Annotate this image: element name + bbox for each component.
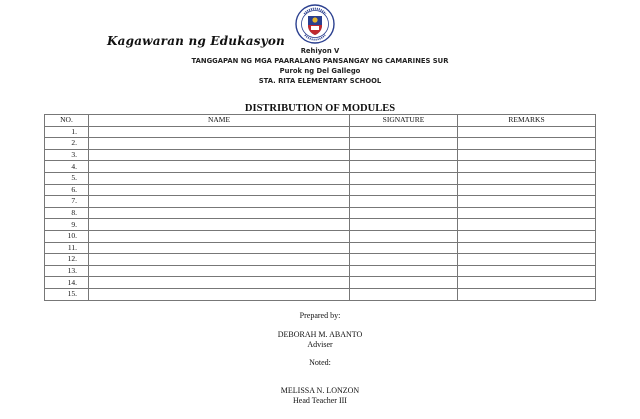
name-cell: [89, 277, 350, 289]
head-teacher-role: Head Teacher III: [293, 396, 347, 405]
remarks-cell: [458, 288, 596, 300]
signature-cell: [350, 149, 458, 161]
signature-cell: [350, 138, 458, 150]
table-row: [45, 184, 596, 196]
table-row: [45, 265, 596, 277]
row-number: 3.: [45, 149, 89, 161]
remarks-cell: [458, 265, 596, 277]
remarks-cell: [458, 242, 596, 254]
signature-cell: [350, 196, 458, 208]
remarks-cell: [458, 126, 596, 138]
remarks-cell: [458, 138, 596, 150]
row-number: 14.: [45, 277, 89, 289]
table-row: [45, 161, 596, 173]
column-header-no: NO.: [45, 115, 89, 127]
noted-label: Noted:: [309, 358, 331, 367]
adviser-role: Adviser: [307, 340, 333, 349]
row-number: 7.: [45, 196, 89, 208]
prepared-by-label: Prepared by:: [299, 311, 341, 320]
table-row: [45, 126, 596, 138]
deped-seal-icon: [295, 4, 335, 44]
remarks-cell: [458, 184, 596, 196]
row-number: 11.: [45, 242, 89, 254]
column-header-signature: SIGNATURE: [350, 115, 458, 127]
remarks-cell: [458, 230, 596, 242]
district-line: Purok ng Del Gallego: [279, 67, 361, 75]
table-row: [45, 254, 596, 266]
document-title: DISTRIBUTION OF MODULES: [244, 103, 396, 114]
signature-cell: [350, 161, 458, 173]
remarks-cell: [458, 161, 596, 173]
row-number: 13.: [45, 265, 89, 277]
remarks-cell: [458, 277, 596, 289]
distribution-table: [44, 114, 596, 301]
signature-cell: [350, 172, 458, 184]
column-header-name: NAME: [89, 115, 350, 127]
name-cell: [89, 126, 350, 138]
division-office-line: TANGGAPAN NG MGA PAARALANG PANSANGAY NG CAMARINES SUR: [191, 57, 449, 65]
table-row: [45, 196, 596, 208]
remarks-cell: [458, 149, 596, 161]
name-cell: [89, 219, 350, 231]
remarks-cell: [458, 172, 596, 184]
signature-cell: [350, 265, 458, 277]
row-number: 15.: [45, 288, 89, 300]
name-cell: [89, 288, 350, 300]
signature-cell: [350, 230, 458, 242]
row-number: 10.: [45, 230, 89, 242]
table-row: [45, 242, 596, 254]
row-number: 5.: [45, 172, 89, 184]
row-number: 1.: [45, 126, 89, 138]
remarks-cell: [458, 219, 596, 231]
table-row: [45, 207, 596, 219]
name-cell: [89, 265, 350, 277]
signature-cell: [350, 126, 458, 138]
row-number: 8.: [45, 207, 89, 219]
name-cell: [89, 138, 350, 150]
remarks-cell: [458, 207, 596, 219]
table-header-row: [45, 115, 596, 127]
signature-cell: [350, 242, 458, 254]
table-row: [45, 230, 596, 242]
remarks-cell: [458, 196, 596, 208]
name-cell: [89, 161, 350, 173]
name-cell: [89, 254, 350, 266]
signature-cell: [350, 184, 458, 196]
signature-cell: [350, 219, 458, 231]
remarks-cell: [458, 254, 596, 266]
department-name: Kagawaran ng Edukasyon: [107, 34, 285, 48]
row-number: 2.: [45, 138, 89, 150]
table-row: [45, 277, 596, 289]
name-cell: [89, 196, 350, 208]
row-number: 9.: [45, 219, 89, 231]
column-header-remarks: REMARKS: [458, 115, 596, 127]
adviser-name: DEBORAH M. ABANTO: [277, 330, 363, 339]
name-cell: [89, 172, 350, 184]
row-number: 4.: [45, 161, 89, 173]
row-number: 12.: [45, 254, 89, 266]
region-line: Rehiyon V: [300, 47, 340, 55]
school-name: STA. RITA ELEMENTARY SCHOOL: [258, 77, 382, 85]
table-row: [45, 288, 596, 300]
signature-cell: [350, 207, 458, 219]
row-number: 6.: [45, 184, 89, 196]
signature-cell: [350, 277, 458, 289]
signature-cell: [350, 254, 458, 266]
table-row: [45, 172, 596, 184]
head-teacher-name: MELISSA N. LONZON: [280, 386, 360, 395]
name-cell: [89, 149, 350, 161]
signature-cell: [350, 288, 458, 300]
table-row: [45, 219, 596, 231]
name-cell: [89, 230, 350, 242]
name-cell: [89, 207, 350, 219]
name-cell: [89, 242, 350, 254]
table-row: [45, 149, 596, 161]
table-row: [45, 138, 596, 150]
name-cell: [89, 184, 350, 196]
